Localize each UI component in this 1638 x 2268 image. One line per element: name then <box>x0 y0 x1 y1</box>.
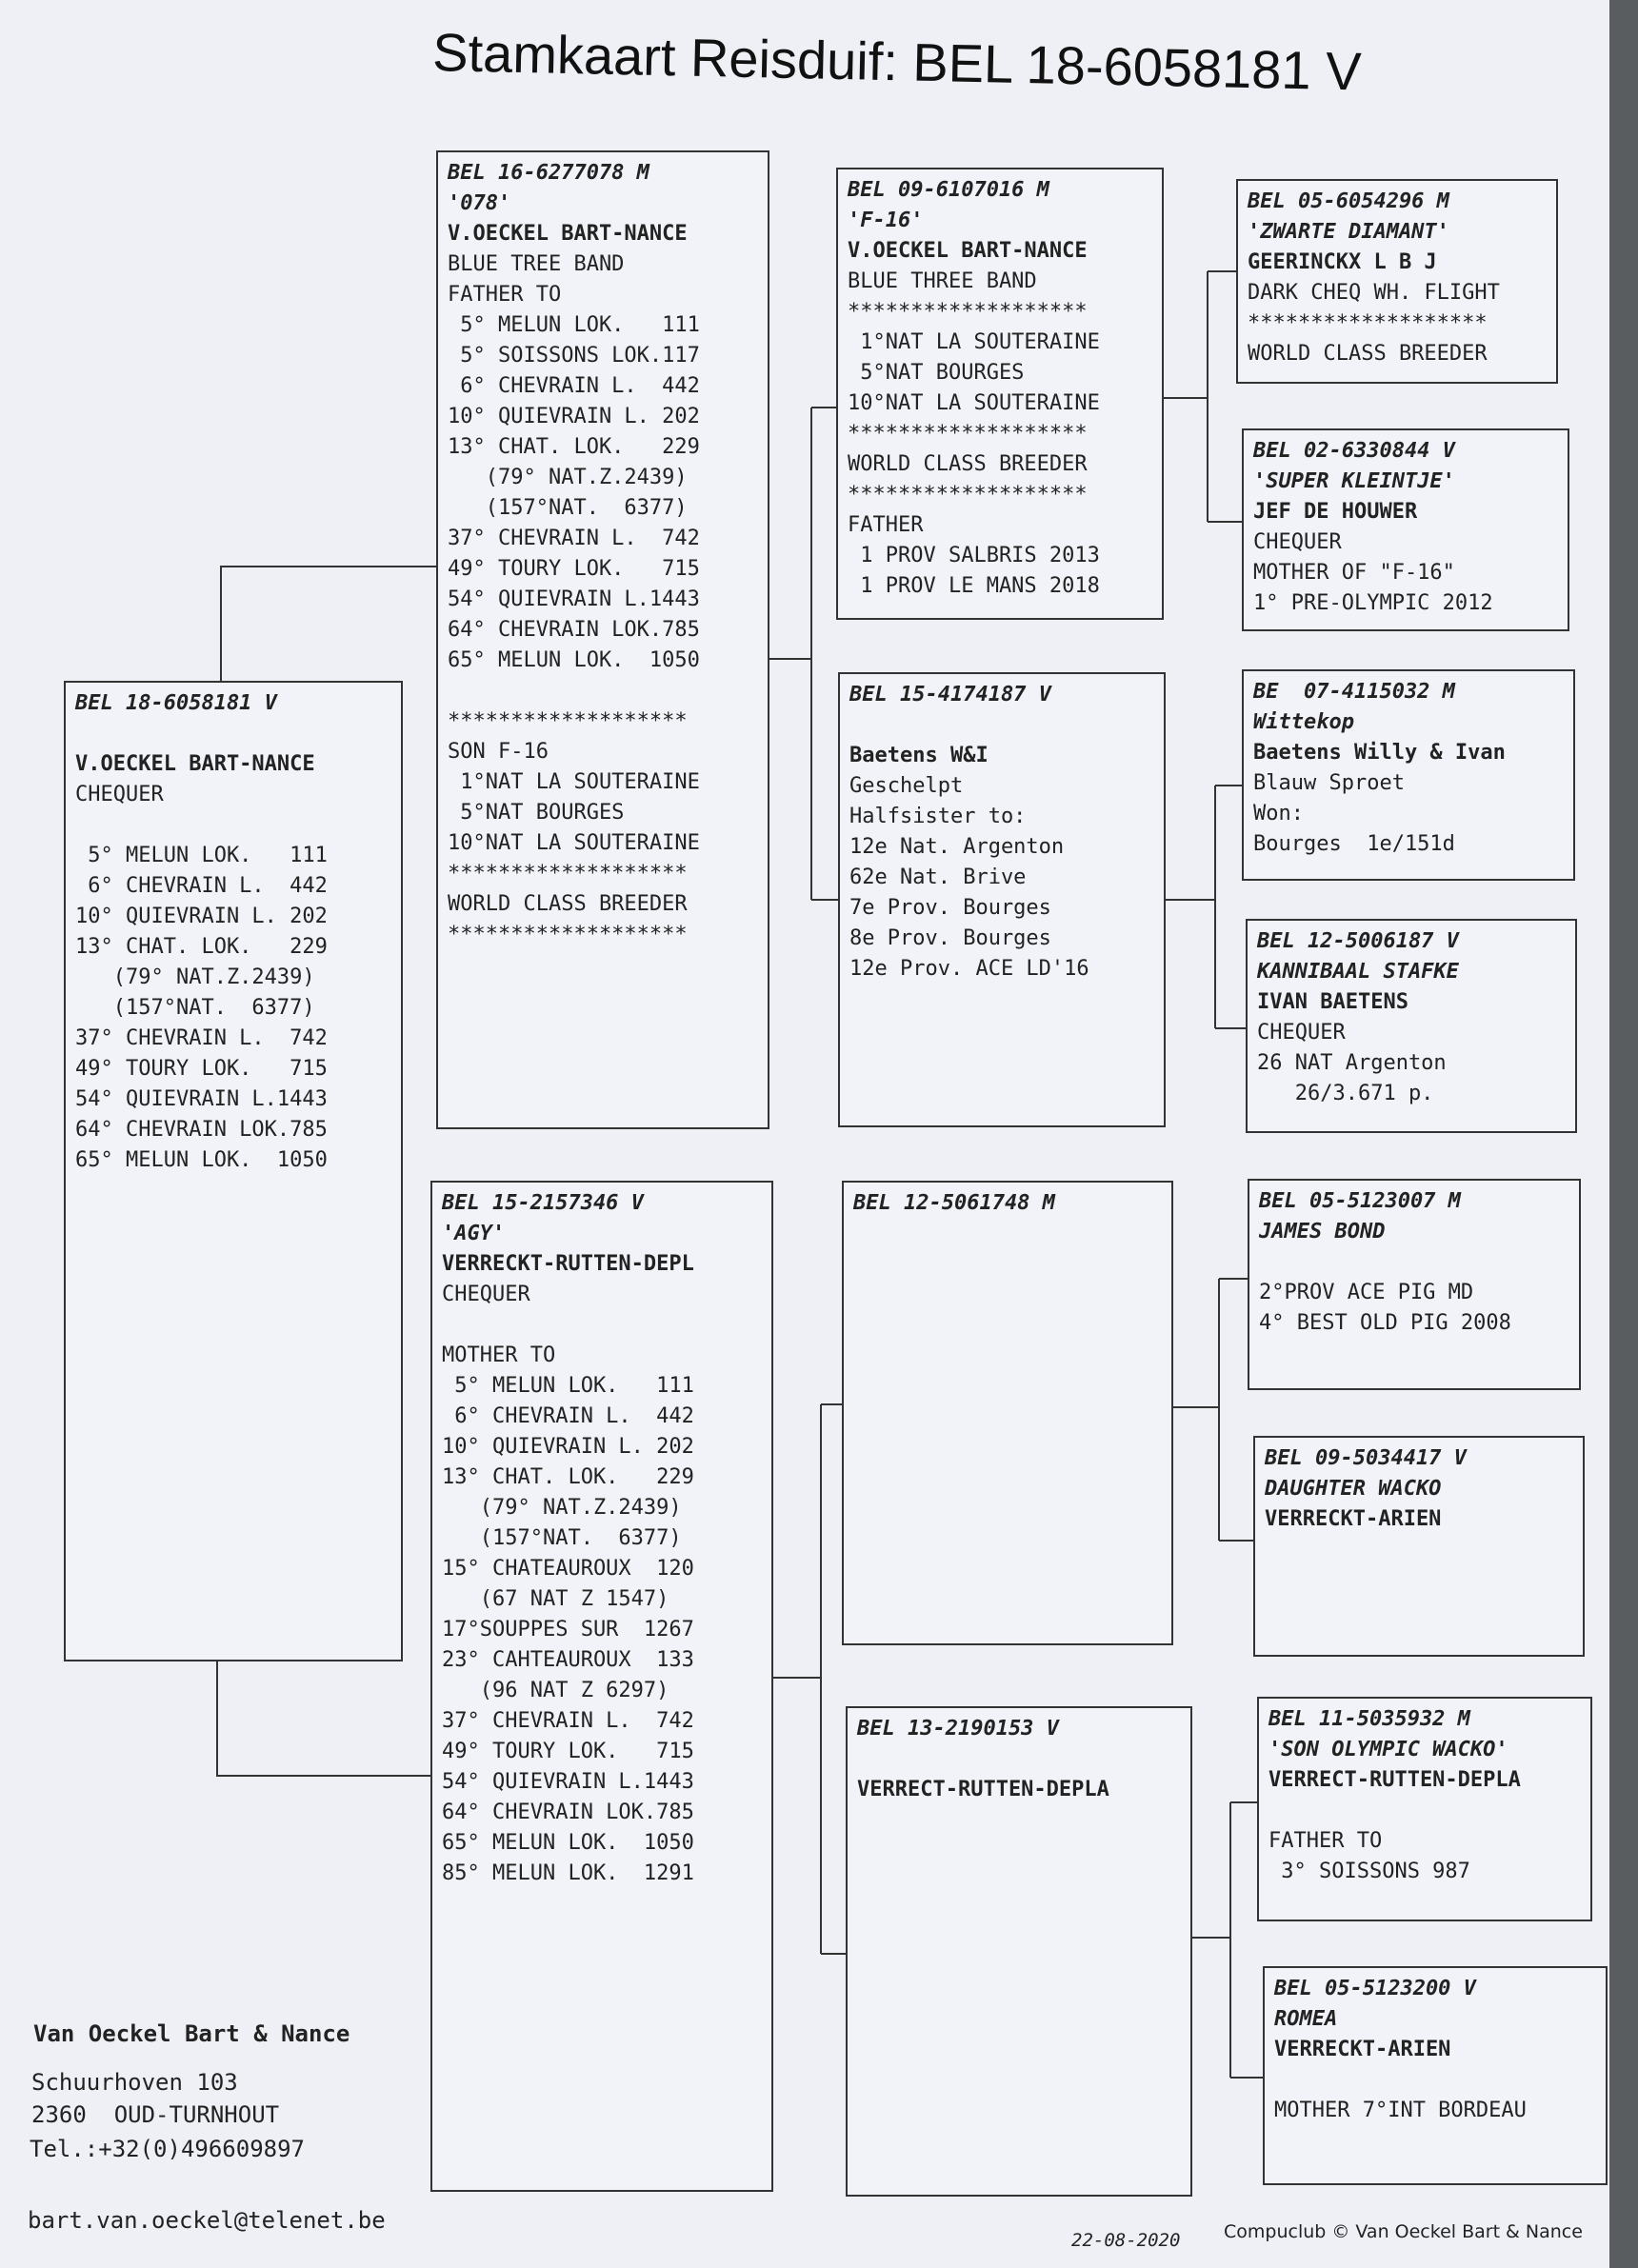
pedigree-line: 10° QUIEVRAIN L. 202 <box>442 1435 694 1459</box>
pedigree-line: VERRECT-RUTTEN-DEPLA <box>1268 1768 1521 1792</box>
pedigree-line: ******************* <box>448 709 688 733</box>
pedigree-line: Baetens Willy & Ivan <box>1253 741 1506 765</box>
pedigree-line: 6° CHEVRAIN L. 442 <box>442 1404 694 1428</box>
pedigree-line: (157°NAT. 6377) <box>448 496 688 520</box>
pedigree-line: CHEQUER <box>442 1283 530 1306</box>
pedigree-line: IVAN BAETENS <box>1257 990 1408 1014</box>
print-date: 22-08-2020 <box>1071 2230 1181 2251</box>
owner-name: Van Oeckel Bart & Nance <box>33 2020 350 2047</box>
pedigree-line: 54° QUIEVRAIN L.1443 <box>442 1770 694 1794</box>
pedigree-box-sss <box>1236 179 1558 384</box>
pedigree-line: FATHER TO <box>448 283 562 307</box>
pedigree-line: DARK CHEQ WH. FLIGHT <box>1248 281 1500 305</box>
pedigree-line: ******************* <box>848 422 1088 446</box>
pedigree-line: 1° PRE-OLYMPIC 2012 <box>1253 591 1493 615</box>
pedigree-line: MOTHER OF "F-16" <box>1253 561 1455 585</box>
pedigree-line: WORLD CLASS BREEDER <box>848 452 1088 476</box>
owner-city: 2360 OUD-TURNHOUT <box>31 2101 280 2128</box>
pedigree-line: (79° NAT.Z.2439) <box>448 466 688 489</box>
ring-number: BEL 12-5006187 V <box>1257 929 1459 953</box>
ring-number: BEL 05-6054296 M <box>1248 189 1449 213</box>
pedigree-line: V.OECKEL BART-NANCE <box>75 752 315 776</box>
pedigree-line: 13° CHAT. LOK. 229 <box>448 435 700 459</box>
pedigree-line: 54° QUIEVRAIN L.1443 <box>75 1087 328 1111</box>
pedigree-box-ssd <box>1242 428 1569 631</box>
pedigree-box-sdd <box>1246 919 1577 1133</box>
pedigree-line: GEERINCKX L B J <box>1248 250 1437 274</box>
pedigree-box-granddam-maternal <box>846 1706 1192 2197</box>
ring-number: BEL 02-6330844 V <box>1253 439 1455 463</box>
pedigree-line: '078' <box>448 191 511 215</box>
ring-number: BEL 16-6277078 M <box>448 161 649 185</box>
pedigree-line: (79° NAT.Z.2439) <box>442 1496 682 1520</box>
pedigree-line: 'SON OLYMPIC WACKO' <box>1268 1738 1508 1761</box>
pedigree-line: 4° BEST OLD PIG 2008 <box>1259 1311 1511 1335</box>
pedigree-line: 49° TOURY LOK. 715 <box>75 1057 328 1081</box>
pedigree-line: 1 PROV SALBRIS 2013 <box>848 544 1100 567</box>
pedigree-box-ddd <box>1263 1966 1608 2185</box>
pedigree-line: JEF DE HOUWER <box>1253 500 1418 524</box>
pedigree-line: ******************* <box>1248 311 1488 335</box>
pedigree-line: 37° CHEVRAIN L. 742 <box>75 1026 328 1050</box>
pedigree-line: 'ZWARTE DIAMANT' <box>1248 220 1449 244</box>
pedigree-line: 2°PROV ACE PIG MD <box>1259 1281 1474 1304</box>
pedigree-line: 49° TOURY LOK. 715 <box>442 1740 694 1763</box>
pedigree-line: (157°NAT. 6377) <box>442 1526 682 1550</box>
pedigree-line: 'AGY' <box>442 1222 506 1245</box>
pedigree-line: 5° MELUN LOK. 111 <box>75 844 328 867</box>
pedigree-line: ******************* <box>448 862 688 885</box>
pedigree-line: 8e Prov. Bourges <box>849 926 1051 950</box>
pedigree-line: 1 PROV LE MANS 2018 <box>848 574 1100 598</box>
owner-email: bart.van.oeckel@telenet.be <box>28 2207 386 2234</box>
pedigree-line: 12e Nat. Argenton <box>849 835 1065 859</box>
pedigree-line: 85° MELUN LOK. 1291 <box>442 1861 694 1885</box>
pedigree-line: 5° MELUN LOK. 111 <box>442 1374 694 1398</box>
ring-number: BEL 13-2190153 V <box>857 1717 1059 1741</box>
pedigree-box-sds <box>1242 669 1575 881</box>
ring-number: BEL 15-4174187 V <box>849 683 1051 706</box>
pedigree-line: Baetens W&I <box>849 744 989 767</box>
pedigree-line: 23° CAHTEAUROUX 133 <box>442 1648 694 1672</box>
pedigree-line: ******************* <box>848 300 1088 324</box>
ring-number: BEL 15-2157346 V <box>442 1191 644 1215</box>
pedigree-line: 65° MELUN LOK. 1050 <box>442 1831 694 1855</box>
pedigree-line: 1°NAT LA SOUTERAINE <box>448 770 700 794</box>
pedigree-box-dsd <box>1253 1436 1585 1657</box>
pedigree-line: 26/3.671 p. <box>1257 1082 1434 1105</box>
ring-number: BEL 09-6107016 M <box>848 178 1049 202</box>
pedigree-line: JAMES BOND <box>1259 1220 1386 1243</box>
ring-number: BEL 12-5061748 M <box>853 1191 1055 1215</box>
pedigree-line: 49° TOURY LOK. 715 <box>448 557 700 581</box>
pedigree-line: Wittekop <box>1253 710 1354 734</box>
pedigree-line: 64° CHEVRAIN LOK.785 <box>75 1118 328 1142</box>
pedigree-line: 10° QUIEVRAIN L. 202 <box>75 905 328 928</box>
pedigree-line: (157°NAT. 6377) <box>75 996 315 1020</box>
pedigree-line: FATHER TO <box>1268 1829 1383 1853</box>
pedigree-line <box>1259 1247 1569 1278</box>
pedigree-line <box>442 1310 762 1341</box>
owner-street: Schuurhoven 103 <box>31 2069 238 2096</box>
pedigree-line <box>849 710 1154 741</box>
pedigree-line: ROMEA <box>1274 2007 1338 2031</box>
pedigree-line: 10°NAT LA SOUTERAINE <box>848 391 1100 415</box>
pedigree-line: MOTHER TO <box>442 1343 556 1367</box>
ring-number: BE 07-4115032 M <box>1253 680 1455 704</box>
owner-phone: Tel.:+32(0)496609897 <box>30 2136 305 2162</box>
pedigree-line: WORLD CLASS BREEDER <box>448 892 688 916</box>
pedigree-line <box>448 676 758 706</box>
pedigree-line: 37° CHEVRAIN L. 742 <box>442 1709 694 1733</box>
pedigree-line: CHEQUER <box>1257 1021 1346 1044</box>
pedigree-box-subject <box>64 681 403 1661</box>
pedigree-line: 10°NAT LA SOUTERAINE <box>448 831 700 855</box>
pedigree-line: 13° CHAT. LOK. 229 <box>442 1465 694 1489</box>
pedigree-line: ******************* <box>848 483 1088 507</box>
pedigree-line: VERRECT-RUTTEN-DEPLA <box>857 1778 1109 1801</box>
pedigree-line: ******************* <box>448 923 688 946</box>
ring-number: BEL 09-5034417 V <box>1265 1446 1467 1470</box>
pedigree-line: 6° CHEVRAIN L. 442 <box>75 874 328 898</box>
pedigree-box-granddam-paternal <box>838 672 1166 1127</box>
pedigree-line: 5° SOISSONS LOK.117 <box>448 344 700 368</box>
pedigree-line: 12e Prov. ACE LD'16 <box>849 957 1089 981</box>
pedigree-line: 65° MELUN LOK. 1050 <box>75 1148 328 1172</box>
pedigree-line: 62e Nat. Brive <box>849 865 1027 889</box>
ring-number: BEL 05-5123007 M <box>1259 1189 1461 1213</box>
pedigree-line: Blauw Sproet <box>1253 771 1405 795</box>
pedigree-line: Geschelpt <box>849 774 964 798</box>
pedigree-box-grandsire-paternal <box>836 168 1164 620</box>
pedigree-line: 3° SOISSONS 987 <box>1268 1860 1470 1883</box>
pedigree-line: V.OECKEL BART-NANCE <box>448 222 688 246</box>
credit-line: Compuclub © Van Oeckel Bart & Nance <box>1224 2221 1583 2242</box>
pedigree-line: VERRECKT-ARIEN <box>1274 2038 1451 2061</box>
pedigree-line: 1°NAT LA SOUTERAINE <box>848 330 1100 354</box>
pedigree-line: BLUE TREE BAND <box>448 252 625 276</box>
pedigree-line <box>857 1744 1181 1775</box>
pedigree-line: KANNIBAAL STAFKE <box>1257 960 1459 984</box>
ring-number: BEL 11-5035932 M <box>1268 1707 1470 1731</box>
pedigree-line: (79° NAT.Z.2439) <box>75 965 315 989</box>
pedigree-line: 5°NAT BOURGES <box>848 361 1025 385</box>
pedigree-line: 10° QUIEVRAIN L. 202 <box>448 405 700 428</box>
pedigree-line: 64° CHEVRAIN LOK.785 <box>448 618 700 642</box>
pedigree-line: 15° CHATEAUROUX 120 <box>442 1557 694 1581</box>
pedigree-line: V.OECKEL BART-NANCE <box>848 239 1088 263</box>
pedigree-box-dds <box>1257 1697 1592 1921</box>
pedigree-line: WORLD CLASS BREEDER <box>1248 342 1488 366</box>
pedigree-line <box>75 810 391 841</box>
pedigree-line: CHEQUER <box>1253 530 1342 554</box>
pedigree-line: BLUE THREE BAND <box>848 269 1037 293</box>
pedigree-line: Halfsister to: <box>849 805 1027 828</box>
pedigree-line: 5° MELUN LOK. 111 <box>448 313 700 337</box>
page-title: Stamkaart Reisduif: BEL 18-6058181 V <box>431 21 1363 102</box>
pedigree-line: 7e Prov. Bourges <box>849 896 1051 920</box>
pedigree-line: MOTHER 7°INT BORDEAU <box>1274 2099 1527 2122</box>
pedigree-line: 13° CHAT. LOK. 229 <box>75 935 328 959</box>
pedigree-line: VERRECKT-RUTTEN-DEPL <box>442 1252 694 1276</box>
pedigree-line: FATHER <box>848 513 924 537</box>
pedigree-line: SON F-16 <box>448 740 549 764</box>
pedigree-box-sire <box>436 150 769 1129</box>
pedigree-line: 5°NAT BOURGES <box>448 801 625 825</box>
pedigree-line: 'F-16' <box>848 209 924 232</box>
pedigree-box-dss <box>1248 1179 1581 1390</box>
pedigree-line: VERRECKT-ARIEN <box>1265 1507 1442 1531</box>
pedigree-line: 17°SOUPPES SUR 1267 <box>442 1618 694 1641</box>
pedigree-line: 26 NAT Argenton <box>1257 1051 1447 1075</box>
pedigree-box-grandsire-maternal <box>842 1181 1173 1645</box>
pedigree-line: 64° CHEVRAIN LOK.785 <box>442 1800 694 1824</box>
pedigree-line <box>1274 2065 1596 2096</box>
ring-number: BEL 05-5123200 V <box>1274 1977 1476 2000</box>
pedigree-line: 6° CHEVRAIN L. 442 <box>448 374 700 398</box>
pedigree-line <box>75 719 391 749</box>
pedigree-line: 37° CHEVRAIN L. 742 <box>448 527 700 550</box>
pedigree-line: 65° MELUN LOK. 1050 <box>448 648 700 672</box>
pedigree-line: CHEQUER <box>75 783 164 806</box>
pedigree-line: Won: <box>1253 802 1304 826</box>
pedigree-line: DAUGHTER WACKO <box>1265 1477 1442 1501</box>
pedigree-line: (96 NAT Z 6297) <box>442 1679 669 1702</box>
pedigree-line: Bourges 1e/151d <box>1253 832 1455 856</box>
ring-number: BEL 18-6058181 V <box>75 691 277 715</box>
pedigree-line: (67 NAT Z 1547) <box>442 1587 669 1611</box>
pedigree-box-dam <box>430 1181 773 2192</box>
pedigree-line: 'SUPER KLEINTJE' <box>1253 469 1455 493</box>
pedigree-line: 54° QUIEVRAIN L.1443 <box>448 587 700 611</box>
pedigree-line <box>1268 1796 1581 1826</box>
